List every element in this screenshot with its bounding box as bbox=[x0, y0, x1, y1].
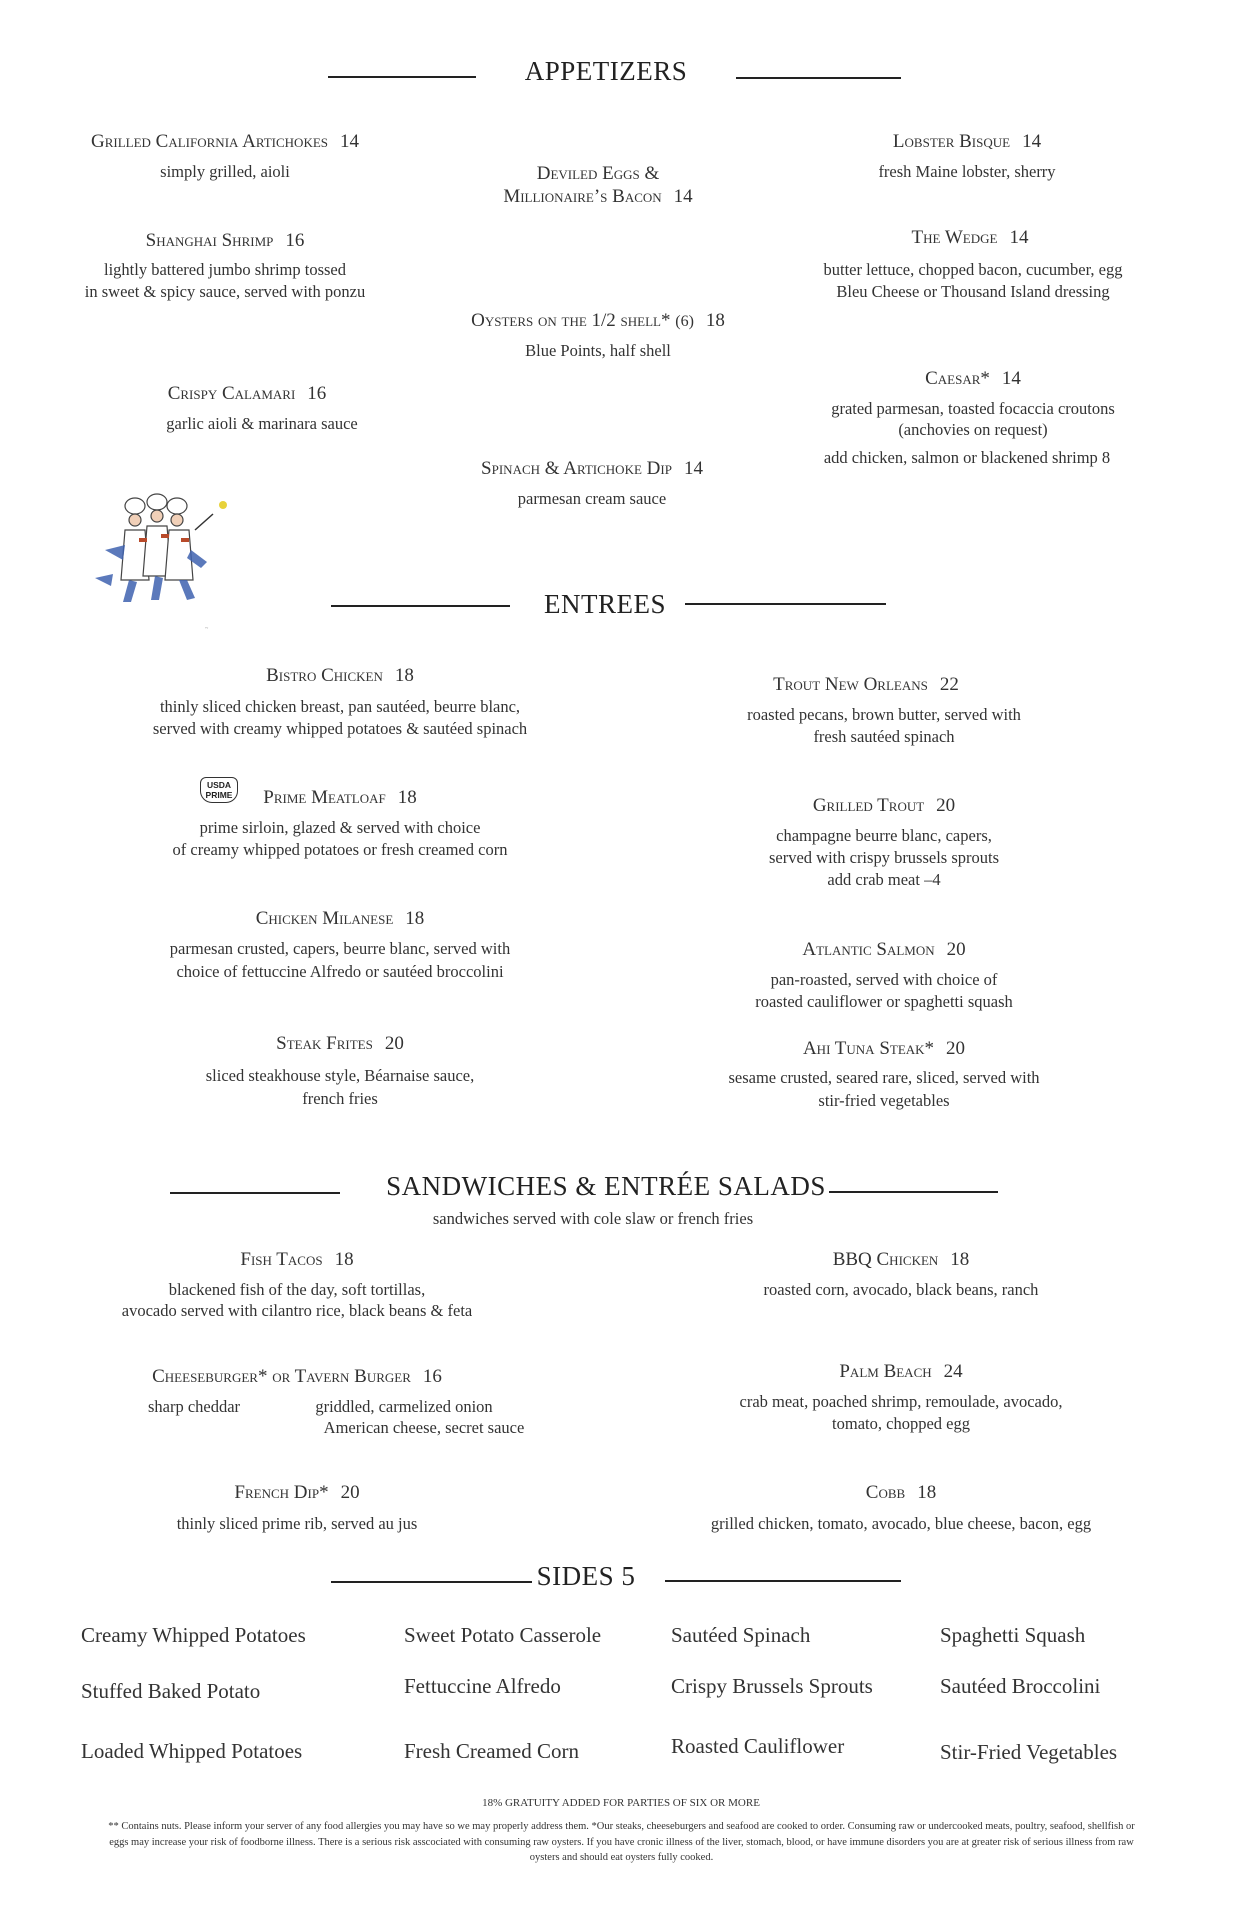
menu-item-desc: avocado served with cilantro rice, black beans & feta bbox=[121, 1301, 473, 1320]
menu-item-desc: pan-roasted, served with choice of bbox=[770, 970, 998, 989]
section-subtitle: sandwiches served with cole slaw or french fries bbox=[432, 1209, 754, 1228]
menu-item-desc: sharp cheddar bbox=[147, 1397, 241, 1416]
menu-item-title: Steak Frites 20 bbox=[276, 1033, 404, 1054]
section-heading-appetizers: APPETIZERS bbox=[524, 56, 688, 86]
menu-item-desc: griddled, carmelized onion bbox=[315, 1397, 493, 1416]
side-item: Sautéed Broccolini bbox=[940, 1674, 1101, 1698]
side-item: Stuffed Baked Potato bbox=[81, 1679, 261, 1703]
menu-item-desc: thinly sliced chicken breast, pan sautéed, beurre blanc, bbox=[159, 697, 521, 716]
menu-item-title: Oysters on the 1/2 shell* (6) 18 bbox=[471, 310, 725, 331]
menu-item-desc: add chicken, salmon or blackened shrimp 8 bbox=[823, 448, 1111, 467]
menu-item-desc: parmesan cream sauce bbox=[517, 489, 667, 508]
menu-item-desc: crab meat, poached shrimp, remoulade, avocado, bbox=[739, 1392, 1063, 1411]
menu-item-title: French Dip* 20 bbox=[234, 1482, 360, 1503]
menu-item-desc: American cheese, secret sauce bbox=[323, 1418, 525, 1437]
divider bbox=[736, 77, 901, 79]
section-heading-sides: SIDES 5 bbox=[536, 1561, 636, 1591]
menu-item-desc: grilled chicken, tomato, avocado, blue cheese, bacon, egg bbox=[710, 1514, 1092, 1533]
menu-item-desc: roasted corn, avocado, black beans, ranch bbox=[763, 1280, 1039, 1299]
menu-item-desc: sliced steakhouse style, Béarnaise sauce, bbox=[205, 1066, 475, 1085]
side-item: Fettuccine Alfredo bbox=[404, 1674, 561, 1698]
side-item: Loaded Whipped Potatoes bbox=[81, 1739, 303, 1763]
divider bbox=[170, 1192, 340, 1194]
menu-item-title: Grilled California Artichokes 14 bbox=[91, 131, 359, 152]
side-item: Sweet Potato Casserole bbox=[404, 1623, 602, 1647]
menu-item-desc: served with crispy brussels sprouts bbox=[768, 848, 1000, 867]
side-item: Stir-Fried Vegetables bbox=[940, 1740, 1118, 1764]
dancing-chefs-illustration bbox=[95, 490, 245, 635]
divider bbox=[685, 603, 886, 605]
menu-item-title: BBQ Chicken 18 bbox=[832, 1249, 970, 1270]
menu-item-desc: lightly battered jumbo shrimp tossed bbox=[104, 260, 346, 279]
menu-item-desc: blackened fish of the day, soft tortillas, bbox=[168, 1280, 426, 1299]
menu-item-title: Caesar* 14 bbox=[925, 368, 1021, 389]
section-heading-entrees: ENTREES bbox=[544, 589, 666, 619]
menu-item-title: Ahi Tuna Steak* 20 bbox=[802, 1038, 966, 1059]
menu-item-desc: roasted cauliflower or spaghetti squash bbox=[755, 992, 1013, 1011]
menu-item-desc: butter lettuce, chopped bacon, cucumber, egg bbox=[823, 260, 1123, 279]
menu-item-desc: Blue Points, half shell bbox=[525, 341, 671, 360]
side-item: Sautéed Spinach bbox=[671, 1623, 811, 1647]
menu-item-desc: choice of fettuccine Alfredo or sautéed broccolini bbox=[176, 962, 504, 981]
side-item: Spaghetti Squash bbox=[940, 1623, 1086, 1647]
menu-item-title: Bistro Chicken 18 bbox=[266, 665, 414, 686]
menu-item-desc: roasted pecans, brown butter, served with bbox=[747, 705, 1021, 724]
menu-item-title: Lobster Bisque 14 bbox=[892, 131, 1042, 152]
menu-item-desc: sesame crusted, seared rare, sliced, served with bbox=[728, 1068, 1040, 1087]
menu-item-title: Shanghai Shrimp 16 bbox=[145, 230, 305, 251]
menu-item-desc: grated parmesan, toasted focaccia croutons bbox=[831, 399, 1115, 418]
divider bbox=[328, 76, 476, 78]
menu-item-title: Deviled Eggs & bbox=[536, 163, 660, 184]
menu-item-desc: simply grilled, aioli bbox=[160, 162, 290, 181]
section-heading-sandwiches: SANDWICHES & ENTRÉE SALADS bbox=[386, 1171, 826, 1201]
menu-item-desc: tomato, chopped egg bbox=[832, 1414, 970, 1433]
divider bbox=[331, 605, 510, 607]
menu-item-title: Cheeseburger* or Tavern Burger 16 bbox=[152, 1366, 442, 1387]
menu-item-title: Crispy Calamari 16 bbox=[167, 383, 327, 404]
svg-text:~: ~ bbox=[205, 626, 209, 632]
side-item: Fresh Creamed Corn bbox=[404, 1739, 579, 1763]
menu-item-title: The Wedge 14 bbox=[911, 227, 1029, 248]
menu-item-title: Trout New Orleans 22 bbox=[773, 674, 959, 695]
divider bbox=[665, 1580, 901, 1582]
menu-item-title: Fish Tacos 18 bbox=[240, 1249, 354, 1270]
divider bbox=[829, 1191, 998, 1193]
usda-prime-badge: USDA PRIME bbox=[200, 777, 238, 803]
gratuity-notice: 18% GRATUITY ADDED FOR PARTIES OF SIX OR MORE bbox=[482, 1797, 760, 1809]
menu-item-desc: parmesan crusted, capers, beurre blanc, served with bbox=[169, 939, 511, 958]
menu-item-desc: add crab meat –4 bbox=[827, 870, 941, 889]
menu-item-desc: thinly sliced prime rib, served au jus bbox=[176, 1514, 418, 1533]
menu-item-desc: served with creamy whipped potatoes & sautéed spinach bbox=[152, 719, 528, 738]
side-item: Crispy Brussels Sprouts bbox=[671, 1674, 873, 1698]
menu-item-title: Atlantic Salmon 20 bbox=[802, 939, 966, 960]
menu-item-desc: fresh Maine lobster, sherry bbox=[878, 162, 1056, 181]
menu-item-desc: stir-fried vegetables bbox=[818, 1091, 950, 1110]
divider bbox=[331, 1581, 532, 1583]
menu-item-desc: garlic aioli & marinara sauce bbox=[166, 414, 358, 433]
menu-item-desc: french fries bbox=[302, 1089, 378, 1108]
menu-item-desc: in sweet & spicy sauce, served with ponzu bbox=[84, 282, 366, 301]
menu-item-desc: prime sirloin, glazed & served with choice bbox=[199, 818, 481, 837]
menu-item-title: Spinach & Artichoke Dip 14 bbox=[481, 458, 703, 479]
menu-item-desc: (anchovies on request) bbox=[898, 420, 1048, 439]
side-item: Creamy Whipped Potatoes bbox=[81, 1623, 306, 1647]
menu-item-desc: champagne beurre blanc, capers, bbox=[776, 826, 992, 845]
menu-item-title: Palm Beach 24 bbox=[839, 1361, 963, 1382]
side-item: Roasted Cauliflower bbox=[671, 1734, 845, 1758]
menu-item-title: Millionaire’s Bacon 14 bbox=[503, 186, 693, 207]
menu-item-desc: fresh sautéed spinach bbox=[813, 727, 955, 746]
menu-item-title: Chicken Milanese 18 bbox=[255, 908, 425, 929]
allergy-disclaimer: ** Contains nuts. Please inform your server of any food allergies you may have so we may properly address them. *Our steaks, cheeseburgers and seafood are cooked to order. Consuming raw or undercooked meats, poultry, seafood, shellfish or eggs may increase your risk of foodborne illness. There is a serious risk asscociated with consuming raw oysters. If you have cronic illness of the liver, stomach, blood, or have immune disorders you are at greater risk of serious illness from raw oysters and should eat oysters fully cooked. bbox=[108, 1821, 1135, 1863]
menu-item-title: Cobb 18 bbox=[865, 1482, 937, 1503]
menu-item-title: Grilled Trout 20 bbox=[812, 795, 956, 816]
menu-item-title: Prime Meatloaf 18 bbox=[263, 787, 417, 808]
menu-item-desc: of creamy whipped potatoes or fresh creamed corn bbox=[172, 840, 508, 859]
menu-item-desc: Bleu Cheese or Thousand Island dressing bbox=[836, 282, 1110, 301]
